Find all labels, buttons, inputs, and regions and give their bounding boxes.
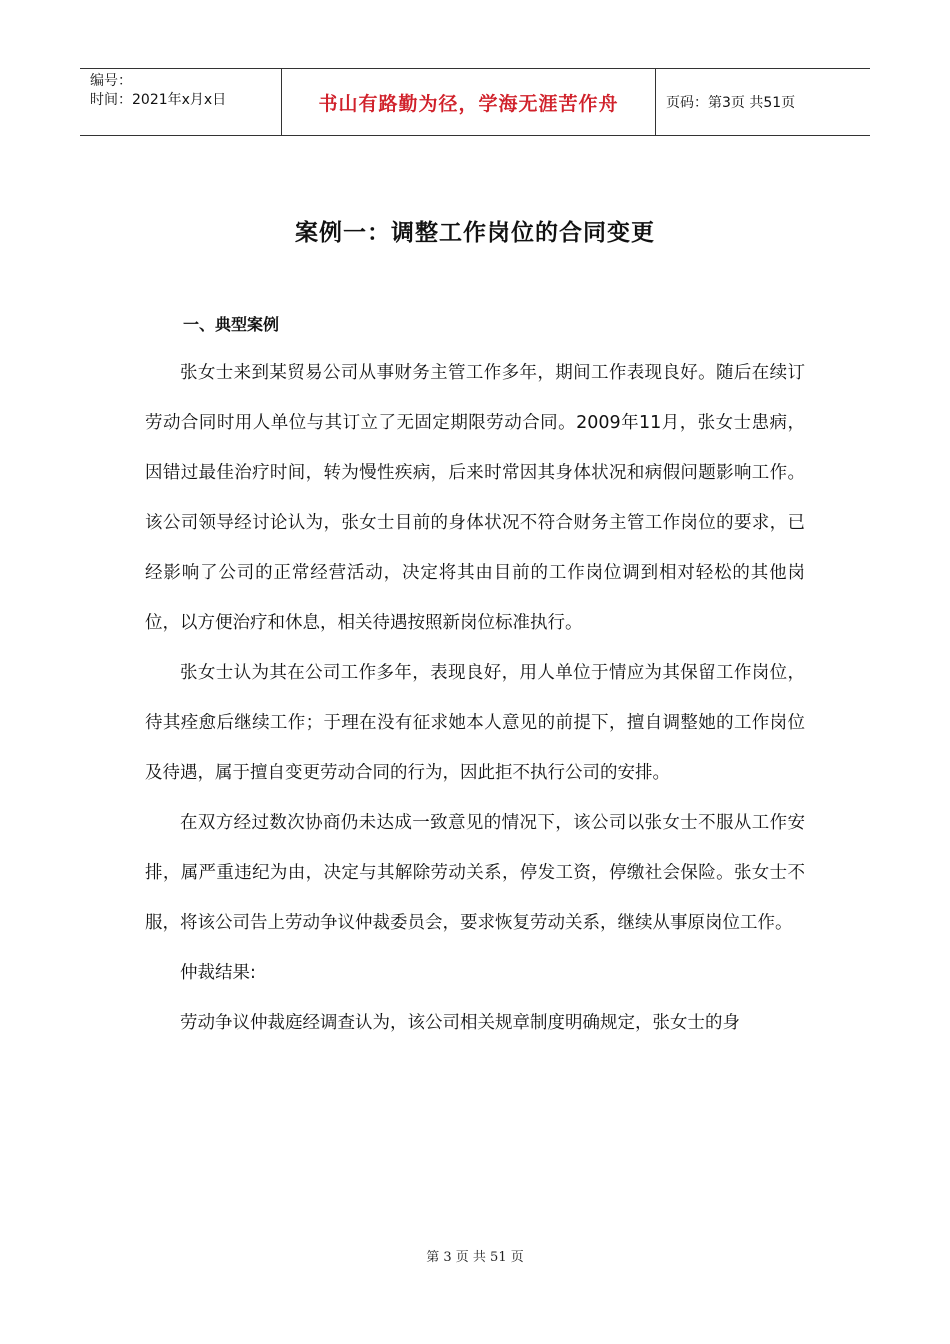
paragraph: 仲裁结果:	[180, 963, 256, 983]
number-label: 编号：	[90, 73, 132, 89]
paragraph: 劳动争议仲裁庭经调查认为，该公司相关规章制度明确规定，张女士的身	[180, 1013, 740, 1033]
header-meta	[80, 69, 282, 135]
header-page-info: 页码：第3页 共51页	[666, 95, 796, 111]
header-table	[80, 68, 870, 136]
document-body	[145, 348, 805, 1048]
paragraph: 在双方经过数次协商仍未达成一致意见的情况下，该公司以张女士不服从工作安排，属严重违纪为由，决定与其解除劳动关系，停发工资，停缴社会保险。张女士不服，将该公司告上劳动争议仲裁委员会，要求恢复劳动关系，继续从事原岗位工作。	[145, 813, 805, 933]
paragraph: 张女士认为其在公司工作多年，表现良好，用人单位于情应为其保留工作岗位，待其痊愈后继续工作；于理在没有征求她本人意见的前提下，擅自调整她的工作岗位及待遇，属于擅自变更劳动合同的行为，因此拒不执行公司的安排。	[145, 663, 805, 783]
paragraph: 张女士来到某贸易公司从事财务主管工作多年，期间工作表现良好。随后在续订劳动合同时用人单位与其订立了无固定期限劳动合同。2009年11月，张女士患病，因错过最佳治疗时间，转为慢性疾病，后来时常因其身体状况和病假问题影响工作。该公司领导经讨论认为，张女士目前的身体状况不符合财务主管工作岗位的要求，已经影响了公司的正常经营活动，决定将其由目前的工作岗位调到相对轻松的其他岗位，以方便治疗和休息，相关待遇按照新岗位标准执行。	[145, 363, 805, 633]
header-motto: 书山有路勤为径，学海无涯苦作舟	[282, 69, 656, 135]
section-heading: 一、典型案例	[183, 315, 280, 334]
document-title: 案例一：调整工作岗位的合同变更	[295, 220, 655, 246]
time-label: 时间：2021年x月x日	[90, 92, 227, 108]
page-footer: 第 3 页 共 51 页	[426, 1250, 524, 1265]
